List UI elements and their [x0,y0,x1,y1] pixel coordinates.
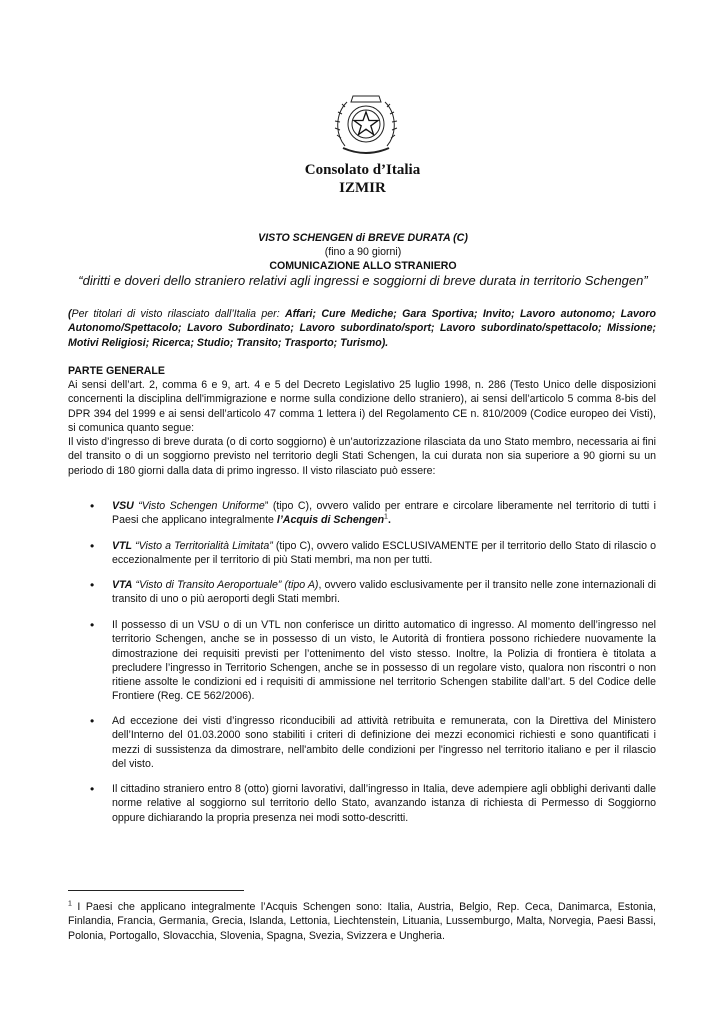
vta-code: VTA [112,579,133,591]
bullet-cittadino: Il cittadino straniero entro 8 (otto) giorni lavorativi, dall’ingresso in Italia, deve adempiere agli obblighi derivanti dalle norme relative al soggiorno sul territorio dello Stato, avanzando istanza di richiesta di Permesso di Soggiorno oppure dichiarando la propria presenza nei modi sotto-descritti. [112,783,656,824]
footnote-separator [68,890,244,891]
vta-name: “Visto di Transito Aeroportuale” (tipo A) [135,579,319,591]
bullet-vtl [112,539,656,568]
footnote-text: I Paesi che applicano integralmente l’Acquis Schengen sono: Italia, Austria, Belgio, Rep. Ceca, Danimarca, Estonia, Finlandia, Francia, Germania, Grecia, Islanda, Lettonia, Liechtenstein, Lituania, Lussemburgo, Malta, Norvegia, Paesi Bassi, Polonia, Portogallo, Slovacchia, Slovenia, Spagna, Svezia, Svizzera e Ungheria. [68,901,656,942]
vtl-text: (tipo C), ovvero valido ESCLUSIVAMENTE per il territorio dello Stato di rilascio o eccezionalmente per il territorio di più Stati membri, ma non per tutti. [112,540,656,567]
bullet-possesso: Il possesso di un VSU o di un VTL non conferisce un diritto automatico di ingresso. Al momento dell’ingresso nel territorio Schengen, anche se in possesso di un visto, le Autorità di frontiera possono richiedere nuovamente la dimostrazione dei requisiti previsti per l’ottenimento del visto stesso. Inoltre, la Polizia di frontiera è titolata a precludere l’ingresso in Territorio Schengen, anche se in possesso di un regolare visto, qualora non riscontri o non ritiene assolte le condizioni ed i requisiti di ammissione nel territorio Schengen stabilite dall’art. 5 del Codice delle Frontiere (Reg. CE 562/2006). [112,619,656,703]
vtl-code: VTL [112,540,133,552]
bullet-icon: • [90,539,95,553]
vta-text: , ovvero valido esclusivamente per il transito nelle zone internazionali di transito di uno o più aeroporti degli Stati membri. [112,579,656,606]
vsu-code: VSU [112,500,134,512]
intro-paragraph-2: Il visto d’ingresso di breve durata (o di corto soggiorno) è un’autorizzazione rilasciata da uno Stato membro, necessaria ai fini del transito o di un soggiorno previsto nel territorio degli Stati Schengen, la cui durata non sia superiore a 90 giorni su un periodo di 180 giorni dalla data di primo ingresso. Il visto rilasciato può essere: [68,436,656,477]
bullet-vsu [112,499,656,528]
vsu-text: ” (tipo C), ovvero valido per entrare e circolare liberamente nel territorio di tutti i Paesi che applicano integralmente [112,500,656,527]
bullet-icon: • [90,578,95,592]
vsu-end: . [387,514,391,527]
bullet-icon: • [90,782,95,796]
doc-subtitle: (fino a 90 giorni) [324,246,402,258]
consulate-name: Consolato d’Italia [304,162,421,178]
titolari-prefix: Per titolari di visto rilasciato dall’Italia per: [71,308,285,320]
vtl-name: “Visto a Territorialità Limitata” [135,540,273,552]
titolari-paragraph [68,307,656,350]
italian-republic-emblem-icon [331,88,401,160]
vsu-acquis: l’Acquis di Schengen [276,514,385,527]
bullet-vta [112,578,656,607]
bullet-eccezione: Ad eccezione dei visti d’ingresso riconducibili ad attività retribuita e remunerata, con la Direttiva del Ministero dell’Interno del 01.03.2000 sono stabiliti i criteri di definizione dei mezzi economici richiesti e sono quantificati i mezzi di sussistenza da dimostrare, nell'ambito delle condizioni per l'ingresso nel territorio italiano e per il rilascio del visto. [112,715,656,770]
bullet-icon: • [90,714,95,728]
doc-heading: COMUNICAZIONE ALLO STRANIERO [269,260,457,272]
doc-tagline: “diritti e doveri dello straniero relativi agli ingressi e soggiorni di breve durata in territorio Schengen” [78,273,648,288]
doc-title: VISTO SCHENGEN di BREVE DURATA (C) [258,232,468,244]
intro-paragraph [68,378,656,478]
bullet-icon: • [90,618,95,632]
intro-paragraph-1: Ai sensi dell’art. 2, comma 6 e 9, art. 4 e 5 del Decreto Legislativo 25 luglio 1998, n. 286 (Testo Unico delle disposizioni concernenti la disciplina dell'immigrazione e norme sulla condizione dello straniero), ai sensi dell’articolo 5 comma 8-bis del DPR 394 del 1999 e ai sensi dell’articolo 47 comma 1 lettera i) del Regolamento CE n. 810/2009 (Codice europeo dei Visti), si comunica quanto segue: [68,379,656,434]
footnote-ref[interactable]: 1 [384,513,388,521]
consulate-city: IZMIR [339,180,386,196]
bullet-icon: • [90,499,95,513]
open-paren: ( [68,308,72,320]
section-heading: PARTE GENERALE [68,365,165,377]
footnote [68,900,656,943]
footnote-mark: 1 [68,900,72,908]
titolari-list: Affari; Cure Mediche; Gara Sportiva; Invito; Lavoro autonomo; Lavoro Autonomo/Spettacolo; Lavoro Subordinato; Lavoro subordinato/sport; Lavoro subordinato/spettacolo; Missione; Motivi Religiosi; Ricerca; Studio; Transito; Trasporto; Turismo). [68,308,657,349]
vsu-name: “Visto Schengen Uniforme [138,500,265,512]
